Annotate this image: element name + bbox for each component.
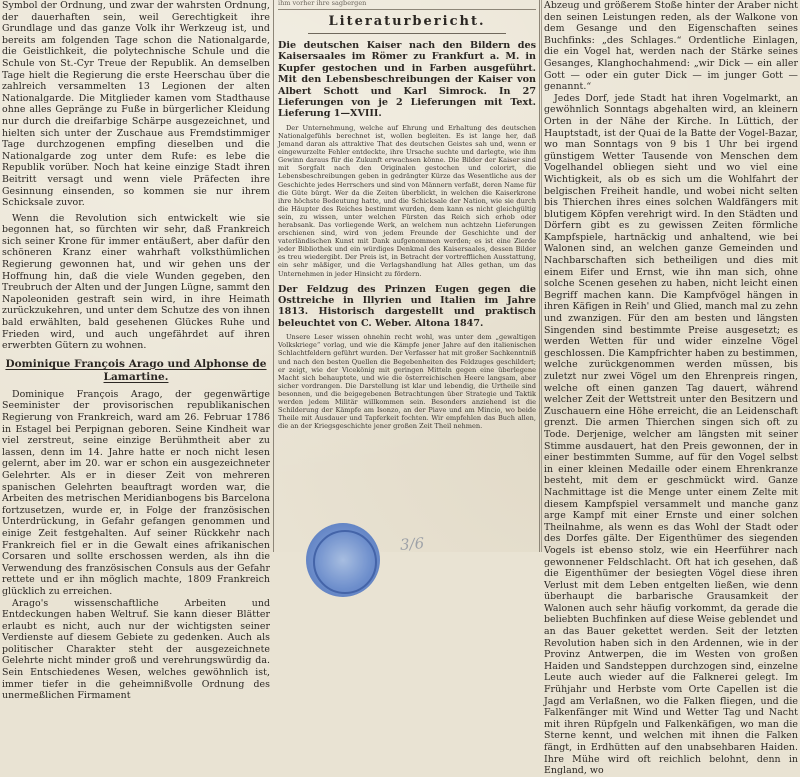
right-paragraph-1: Abzeug und größerem Stoße hinter der Araber nicht den seinen Leistungen reden, als der Walkone von dem Gesange und den Eigenschaften seines Buchfinks: „des Schlages.“ Ordentliche Einlagen, die ein Vogel hat, werden nach der Stärke seines Gesanges, Klanghochahmend: „wir Dick — ein aller Gott — oder ein guter Dick — im junger Gott — genannt.“ bbox=[544, 0, 798, 93]
review-text-2: Unsere Leser wissen ohnehin recht wohl, was unter dem „gewaltigen Volkskriege“ vorlag, und wie die Kämpfe jener Jahre auf den italienischen Schlachtfeldern geführt wurden. Der Verfasser hat mit großer Sachkenntniß und nach den besten Quellen die Begebenheiten des Feldzuges geschildert; er zeigt, wie der Vicekönig mit geringen Mitteln gegen eine überlegene Macht sich behauptete, und wie die österreichischen Heere langsam, aber sicher vordrangen. Die Darstellung ist klar und lebendig, die Urtheile sind besonnen, und die beigegebenen Betrachtungen über Strategie und Taktik werden jedem Militär willkommen sein. Besonders anziehend ist die Schilderung der Kämpfe am Isonzo, an der Piave und am Mincio, wo beide Theile mit Ausdauer und Tapferkeit fochten. Wir empfehlen das Buch allen, die an der Kriegsgeschichte jener großen Zeit Theil nehmen. bbox=[278, 333, 536, 431]
left-paragraph-2: Wenn die Revolution sich entwickelt wie sie begonnen hat, so fürchten wir sehr, daß Frankreich sich seiner Krone für immer entäußert, aber dafür den schöneren Kranz einer wahrhaft volksthümlichen Regierung gewonnen hat, und wir gehen uns der Hoffnung hin, daß die viele Wunden gegeben, den Treubruch der Alten und der Jungen Lügne, sammt den Napoleoniden gestraft sein wird, in ihre Heimath zurückzukehren, und unter dem Schutze des von ihnen bald erwählten, bald gesehenen Glückes Ruhe und Frieden wird, und auch ungefährdet auf ihren erwerbten Gütern zu wohnen. bbox=[2, 212, 270, 352]
review-body-eugen bbox=[278, 333, 536, 430]
review-text-1: Der Unternehmung, welche auf Ehrung und Erhaltung des deutschen Nationalgefühls berechnet ist, wollen begleiten. Es ist lange her, daß Jemand daran als attraktive That des deutschen Geistes sah und, wenn er eingewurzelte Fehler entdeckte, ihre Ursache suchte und darlegte, wie ihm Gewinn daraus für die Zukunft erwachsen könne. Die Bilder der Kaiser sind mit Sorgfalt nach den Originalen gestochen und colorirt, die Lebensbeschreibungen geben in gedrängter Kürze das Wesentliche aus der Geschichte jedes Herrschers und sind von Männern verfaßt, deren Name für die Güte bürgt. Wer da die Zeiten überblickt, in welchen die Kaiserkrone ihre höchste Bedeutung hatte, und die Schicksale der Nation, wie sie durch die Häupter des Reiches bestimmt wurden, dem kann es nicht gleichgültig sein, zu wissen, unter welchen Fürsten das Reich sich erhob oder herabsank. Das vorliegende Werk, an welchem nun achtzehn Lieferungen erschienen sind, wird von jedem Freunde der Geschichte und der vaterländischen Kunst mit Dank aufgenommen werden; es ist eine Zierde jeder Bibliothek und ein würdiges Denkmal des Kaisersaales, dessen Bilder es treu wiedergibt. Der Preis ist, in Betracht der vortrefflichen Ausstattung, ein sehr mäßiger, und die Verlagshandlung hat Alles gethan, um das Unternehmen in jeder Hinsicht zu fördern. bbox=[278, 123, 536, 278]
left-body bbox=[2, 0, 270, 702]
column-right bbox=[544, 0, 798, 777]
review-lead-eugen: Der Feldzug des Prinzen Eugen gegen die Osttreiche in Illyrien und Italien im Jahre 1813. Historisch dargestellt und praktisch beleuchtet von C. Weber. Altona 1847. bbox=[278, 283, 536, 329]
column-rule-left bbox=[273, 0, 274, 552]
article-heading-arago: Dominique François Arago und Alphonse de Lamartine. bbox=[5, 357, 267, 383]
right-paragraph-2: Jedes Dorf, jede Stadt hat ihren Vogelmarkt, an gewöhnlich Sonntags abgehalten wird, an kleinern Orten in der Nähe der Kirche. In Lüttich, der Hauptstadt, ist der Quai de la Batte der Vogel-Bazar, wo man Sonntags von 9 bis 1 Uhr bei irgend günstigem Wetter Tausende von Menschen dem Vogelhandel obliegen sieht und wo viel eine Wichtigkeit, als ob es sich um die Wohlfahrt der belgischen Freiheit handle, und wobei nicht selten bis Thierchen ihres eines solchen Waldfängers mit blutigem Köpfen verehrigt wird. In den Städten und Dörfern gibt es zu gewissen Zeiten förmliche Kampfspiele, hartnäckig und anhaltend, wie bei Walonen sind, an welchen ganze Gemeinden und Nachbarschaften sich betheiligen und dies mit einem Eifer und Ernst, wie ihn man sich, ohne solche Scenen gesehen zu haben, nicht leicht einen Begriff machen kann. Die Kampfvögel hängen in ihren Käfigen in Reih' und Glied, manch mal zu zehn und zwanzigen. Für den am besten und längsten Singenden sind bestimmte Preise ausgesetzt; es werden Wetten für und wider einzelne Vögel geschlossen. Die Kampfrichter haben zu bestimmen, welche zurückgenommen werden müssen, bis zuletzt nur zwei Vögel um den Ehrenpreis ringen, welche oft einen ganzen Tag dauert, während welcher Zeit der Wettstreit unter den Besitzern und Zuschauern eine Höhe erreicht, die an Leidenschaft grenzt. Die armen Thierchen singen sich oft zu Tode. Derjenige, welcher am längsten mit seiner Stimme ausdauert, hat den Preis gewonnen, der in einer bestimmten Summe, auf für den Vogel selbst in einer kleinen Medaille oder einem Ehrenkranze besteht, mit dem er geschmückt wird. Ganze Nachmittage ist die Menge unter einem Zelte mit diesem Kampfspiel versammelt und manche ganz arge Kampf mit einer Ernste und einer solchen Theilnahme, als wenn es das Wohl der Stadt oder des Dorfes gälte. Der Eigenthümer des siegenden Vogels ist ebenso stolz, wie ein Heerführer nach gewonnener Feldschlacht. Oft hat ich gesehen, daß die Eigenthümer der besiegten Vögel diese ihren Verlust mit dem Leben entgelten ließen, wie denn überhaupt die barbarische Grausamkeit der Walonen auch sehr häufig vorkommt, da gerade die beliebten Buchfinken auf diese Weise geblendet und an das Bauer gekettet werden. Seit der letzten Revolution haben sich in den Ardennen, wie in der Provinz Antwerpen, die im Westen von großen Haiden und Sandsteppen durchzogen sind, einzelne Leute auch wieder auf die Falknerei gelegt. Im Frühjahr und Herbste vom Orte Capellen ist die Jagd am Verlaßnen, wo die Falken fliegen, und die Falkenfänger mit Wind und Wetter Tag und Nacht mit ihren Rüpfgeln und Falkenkäfigen, wo man die Sterne kennt, und welchen mit ihnen die Falken fängt, in Erdhütten auf den unabsehbaren Haiden. Ihre Mühe wird oft reichlich belohnt, denn in England, wo bbox=[544, 92, 798, 777]
left-paragraph-1: Symbol der Ordnung, und zwar der wahrsten Ordnung, der dauerhaften sein, weil Gerechtigkeit ihre Grundlage und das ganze Volk ihr Werkzeug ist, und bereits am folgenden Tage schon die Nationalgarde, die Geistlichkeit, die polytechnische Schule und die Schule von St.-Cyr Treue der Republik. An demselben Tage hielt die Regierung die erste Heerschau über die zahlreich versammelten 13 Legionen der alten Nationalgarde. Die Mitglieder kamen vom Stadthause ohne alles Gepränge zu Fuße in bürgerlicher Kleidung nur durch die dreifarbige Schärpe ausgezeichnet, und hielten sich unter der Zuschaue aus Fremdstimmiger Tage durchzogenen empfing dieselben und die Nationalgarde zog unter dem Rufe: es lebe die Republik vorüber. Noch hat keine einzige Stadt ihren Beitritt versagt und wenn viele Präfecten ihre Gesinnung einsenden, so kommen sie nur ihrem Schicksale zuvor. bbox=[2, 0, 270, 209]
top-strip: ihm vorher ihre sagbergen bbox=[278, 0, 536, 10]
right-body bbox=[544, 0, 798, 777]
column-rule-right bbox=[539, 0, 540, 552]
review-body-kaiser bbox=[278, 124, 536, 278]
handwritten-mark: 3/6 bbox=[399, 534, 425, 554]
library-stamp-icon bbox=[306, 523, 380, 597]
section-title: Literaturbericht. bbox=[328, 14, 486, 29]
title-divider bbox=[308, 33, 506, 34]
column-left bbox=[2, 0, 270, 702]
left-paragraph-3: Dominique François Arago, der gegenwärtige Seeminister der provisorischen republikanischen Regierung von Frankreich, ward am 26. Februar 1786 in Estagel bei Perpignan geboren. Seine Kindheit war viel zerstreut, seine einzige Berühmtheit aber zu lassen, denn im 14. Jahre hatte er noch nicht lesen gelernt, aber im 20. war er schon ein ausgezeichneter Gelehrter. Als er in dieser Zeit von mehreren spanischen Gelehrten beauftragt worden war, die Arbeiten des metrischen Meridianbogens bis Barcelona fortzusetzen, wurde er, in Folge der französischen Unterdrückung, in Gefahr gefangen genommen und einige Zeit festgehalten. Auf seiner Rückkehr nach Frankreich fiel er in die Gewalt eines afrikanischen Corsaren und sollte erschossen werden, als ihn die Verwendung des französischen Consuls aus der Gefahr rettete und er ihn möglich machte, 1809 Frankreich glücklich zu erreichen. bbox=[2, 388, 270, 597]
stamp-ring bbox=[313, 530, 377, 594]
column-middle bbox=[278, 0, 536, 552]
left-paragraph-4: Arago's wissenschaftliche Arbeiten und Entdeckungen haben Weltruf. Sie kann dieser Blätter erlaubt es nicht, auch nur der wichtigsten seiner Verdienste auf diesem Gebiete zu gedenken. Auch als politischer Charakter steht der ausgezeichnete Gelehrte nicht minder groß und verehrungswürdig da. Sein Entschiedenes Wesen, welches gewöhnlich ist, immer tiefer in die geheimnißvolle Ordnung des unermeßlichen Firmament bbox=[2, 597, 270, 702]
review-lead-kaiser: Die deutschen Kaiser nach den Bildern des Kaisersaales im Römer zu Frankfurt a. M. in Kupfer gestochen und in Farben ausgeführt. Mit den Lebensbeschreibungen der Kaiser von Albert Schott und Karl Simrock. In 27 Lieferungen von je 2 Lieferungen mit Text. Lieferung 1—XVIII. bbox=[278, 40, 536, 120]
